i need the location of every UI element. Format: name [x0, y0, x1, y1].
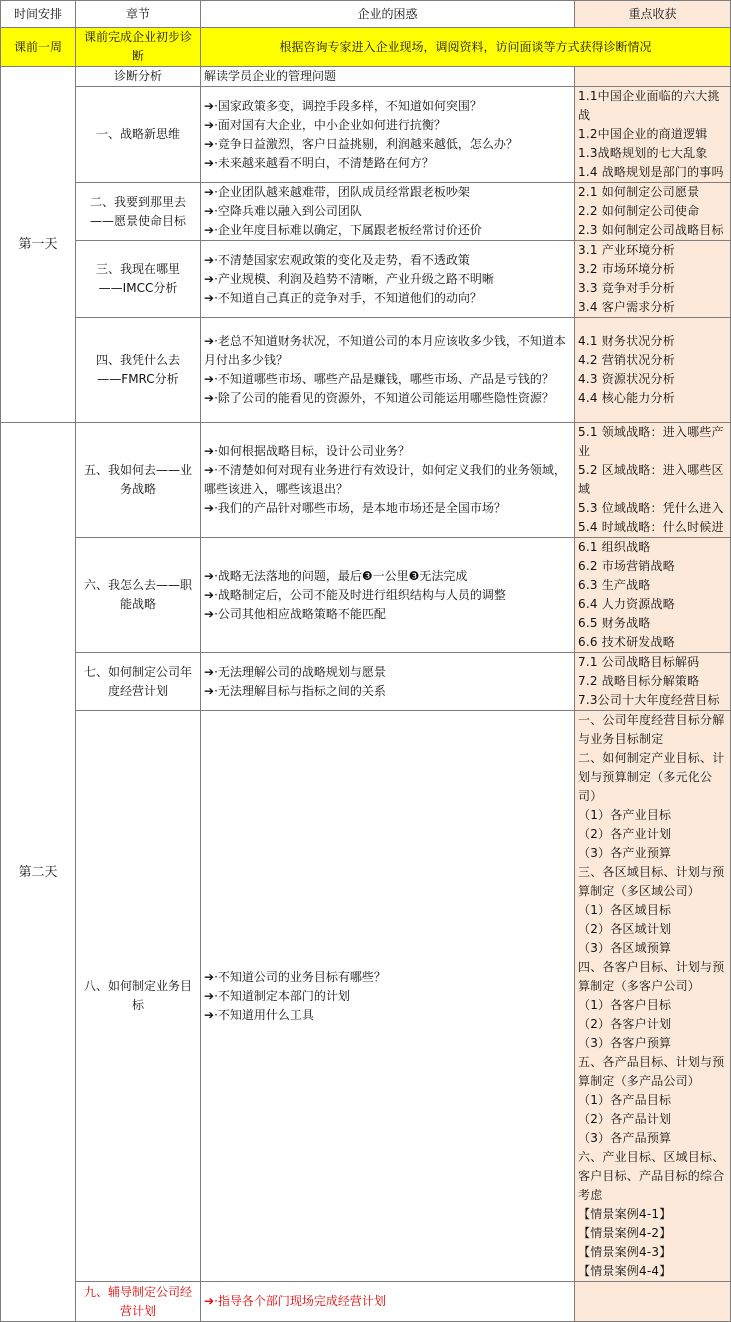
cell-text: 三、我现在哪里: [95, 262, 180, 276]
cell-line: [578, 920, 727, 939]
cell-text: ·不知道自己真正的竞争对手，不知道他们的动向？: [214, 290, 482, 305]
cell-line: [204, 586, 571, 605]
diagnosis-gains-empty: [575, 67, 731, 87]
cell-line: [204, 154, 571, 173]
cell-line: [578, 351, 727, 370]
cell-line: [578, 557, 727, 576]
day1-row-3: [1, 241, 731, 318]
arrow-icon: ➔: [204, 683, 215, 698]
cell-line: [578, 144, 727, 163]
pre-course-chapter: 课前完成企业初步诊断: [76, 28, 201, 67]
chapter-cell: [76, 318, 201, 423]
cell-line: [204, 135, 571, 154]
cell-text: ·战略无法落地的问题，最后❸一公里❸无法完成: [214, 568, 468, 583]
cell-line: [578, 1148, 727, 1205]
cell-text: ·竞争日益激烈，客户日益挑剔，利润越来越低，怎么办？: [214, 136, 518, 151]
cell-line: [578, 901, 727, 920]
cell-text: ——FMRC分析: [97, 372, 179, 386]
cell-line: [578, 863, 727, 901]
cell-line: [79, 193, 197, 212]
cell-line: [578, 538, 727, 557]
cell-line: [578, 576, 727, 595]
gains-cell: [575, 87, 731, 183]
chapter-cell: [76, 87, 201, 183]
chapter-cell: [76, 241, 201, 318]
cell-line: [578, 653, 727, 672]
cell-line: [204, 97, 571, 116]
cell-line: [204, 332, 571, 370]
cell-line: [578, 298, 727, 317]
cell-text: 二、我要到那里去: [89, 194, 186, 209]
day1-label: 第一天: [1, 67, 76, 423]
cell-text: ·无法理解目标与指标之间的关系: [214, 683, 386, 698]
cell-line: [204, 370, 571, 389]
cell-text: 1.4 战略规划是部门的事吗: [578, 165, 724, 179]
chapter-cell: [76, 538, 201, 653]
day1-row-1: [1, 87, 731, 183]
header-gains: 重点收获: [575, 1, 731, 28]
day2-label: 第二天: [1, 423, 76, 1322]
cell-text: 一、公司年度经营目标分解与业务目标制定: [578, 713, 725, 746]
cell-line: [79, 576, 197, 614]
cell-text: ·公司其他相应战略策略不能匹配: [214, 606, 386, 621]
cell-line: [578, 1205, 727, 1224]
cell-line: [204, 183, 571, 202]
cell-line: [578, 423, 727, 461]
cell-text: 3.3 竞争对手分析: [578, 281, 675, 295]
cell-text: （2）各产品计划: [578, 1112, 672, 1126]
cell-text: ·产业规模、利润及趋势不清晰，产业升级之路不明晰: [214, 271, 494, 286]
cell-line: [578, 1243, 727, 1262]
cell-text: 6.2 市场营销战略: [578, 559, 675, 573]
arrow-icon: ➔: [204, 969, 215, 984]
cell-text: 6.1 组织战略: [578, 540, 651, 554]
cell-text: ·如何根据战略目标，设计公司业务？: [214, 444, 410, 458]
cell-text: ·未来越来越看不明白，不清楚路在何方？: [214, 155, 434, 170]
cell-line: [204, 289, 571, 308]
cell-line: [204, 116, 571, 135]
cell-text: 八、如何制定业务目标: [83, 979, 192, 1012]
gains-cell: [575, 318, 731, 423]
cell-line: [578, 163, 727, 182]
issues-cell: [201, 653, 575, 711]
cell-line: [79, 461, 197, 499]
cell-text: 二、如何制定产业目标、计划与预算制定（多元化公司）: [578, 751, 725, 803]
cell-text: 6.6 技术研发战略: [578, 635, 675, 649]
issues-cell: [201, 423, 575, 538]
cell-line: [204, 682, 571, 701]
cell-line: [204, 461, 571, 499]
cell-line: [578, 370, 727, 389]
cell-line: [578, 1262, 727, 1281]
cell-text: 3.4 客户需求分析: [578, 300, 675, 314]
cell-text: 7.1 公司战略目标解码: [578, 655, 700, 669]
cell-text: ·不知道制定本部门的计划: [214, 988, 350, 1003]
cell-text: 1.3战略规划的七大乱象: [578, 146, 708, 160]
day2-row-7: [1, 653, 731, 711]
cell-text: 七、如何制定公司年度经营计划: [83, 664, 192, 698]
cell-text: 6.3 生产战略: [578, 578, 651, 592]
arrow-icon: ➔: [204, 372, 215, 386]
cell-line: [578, 125, 727, 144]
arrow-icon: ➔: [204, 463, 215, 477]
cell-line: [578, 1015, 727, 1034]
day2-row-8: [1, 711, 731, 1282]
cell-text: 1.1中国企业面临的六大挑战: [578, 89, 720, 122]
arrow-icon: ➔: [204, 988, 215, 1003]
arrow-icon: ➔: [204, 391, 215, 405]
cell-line: [204, 221, 571, 240]
cell-text: 7.2 战略目标分解策略: [578, 674, 700, 688]
pre-course-row: [1, 28, 731, 67]
cell-line: [578, 183, 727, 202]
cell-line: [578, 844, 727, 863]
gains-cell: [575, 241, 731, 318]
cell-text: 四、我凭什么去: [95, 353, 180, 367]
arrow-icon: ➔: [204, 444, 215, 458]
cell-text: 5.3 位域战略：凭什么进入: [578, 501, 724, 515]
cell-line: [79, 1283, 197, 1321]
cell-line: [578, 499, 727, 518]
cell-text: ·面对国有大企业，中小企业如何进行抗衡？: [214, 117, 446, 132]
cell-text: 3.2 市场环境分析: [578, 262, 675, 276]
cell-line: [204, 663, 571, 682]
cell-line: [79, 260, 197, 279]
cell-text: 2.3 如何制定公司战略目标: [578, 223, 724, 237]
arrow-icon: ➔: [204, 271, 215, 286]
cell-text: 5.1 领域战略：进入哪些产业: [578, 425, 724, 458]
cell-line: [578, 1224, 727, 1243]
cell-line: [578, 939, 727, 958]
cell-text: 四、各客户目标、计划与预算制定（多客户公司）: [578, 960, 725, 993]
arrow-icon: ➔: [204, 204, 215, 218]
cell-text: 【情景案例4-1】: [578, 1207, 672, 1221]
day1-row-2: [1, 183, 731, 241]
issues-cell: [201, 1282, 575, 1322]
arrow-icon: ➔: [204, 136, 215, 151]
cell-line: [578, 241, 727, 260]
cell-line: [578, 711, 727, 749]
cell-text: 2.2 如何制定公司使命: [578, 204, 700, 218]
day2-row-9: [1, 1282, 731, 1322]
arrow-icon: ➔: [204, 1294, 215, 1308]
cell-line: [578, 1110, 727, 1129]
cell-text: ·企业年度目标难以确定，下属跟老板经常讨价还价: [214, 223, 482, 237]
cell-text: ·不知道公司的业务目标有哪些？: [214, 969, 386, 984]
issues-cell: [201, 87, 575, 183]
arrow-icon: ➔: [204, 334, 215, 348]
cell-line: [204, 1006, 571, 1025]
cell-text: 六、产业目标、区域目标、客户目标、产品目标的综合考虑: [578, 1150, 725, 1202]
cell-text: 2.1 如何制定公司愿景: [578, 185, 700, 199]
cell-text: 六、我怎么去——职能战略: [83, 578, 192, 611]
cell-text: 7.3公司十大年度经营目标: [578, 693, 720, 707]
header-row: [1, 1, 731, 28]
cell-text: ·不知道用什么工具: [214, 1007, 314, 1022]
chapter-cell: [76, 711, 201, 1282]
gains-cell: [575, 1282, 731, 1322]
cell-line: [204, 202, 571, 221]
gains-cell: [575, 183, 731, 241]
cell-text: 6.4 人力资源战略: [578, 597, 675, 611]
diagnosis-chapter: 诊断分析: [76, 67, 201, 87]
cell-text: （1）各产品目标: [578, 1093, 672, 1107]
arrow-icon: ➔: [204, 117, 215, 132]
day1-row-4: [1, 318, 731, 423]
day1-diagnosis-row: [1, 67, 731, 87]
cell-text: 4.4 核心能力分析: [578, 391, 675, 405]
cell-line: [578, 332, 727, 351]
cell-line: [204, 389, 571, 408]
cell-line: [578, 202, 727, 221]
arrow-icon: ➔: [204, 501, 215, 515]
chapter-cell: [76, 423, 201, 538]
gains-cell: [575, 711, 731, 1282]
cell-line: [578, 672, 727, 691]
cell-text: ·空降兵难以融入到公司团队: [214, 204, 362, 218]
cell-line: [578, 389, 727, 408]
issues-cell: [201, 183, 575, 241]
cell-line: [578, 595, 727, 614]
cell-line: [578, 260, 727, 279]
cell-text: （3）各客户预算: [578, 1036, 672, 1050]
cell-line: [578, 614, 727, 633]
cell-line: [79, 212, 197, 231]
day2-row-6: [1, 538, 731, 653]
cell-line: [578, 221, 727, 240]
cell-line: [578, 806, 727, 825]
pre-course-description: 根据咨询专家进入企业现场，调阅资料，访问面谈等方式获得诊断情况: [201, 28, 731, 67]
cell-text: （2）各产业计划: [578, 827, 672, 841]
chapter-cell: [76, 183, 201, 241]
cell-text: ·战略制定后，公司不能及时进行组织结构与人员的调整: [214, 587, 506, 602]
arrow-icon: ➔: [204, 1007, 215, 1022]
cell-text: 【情景案例4-3】: [578, 1245, 672, 1259]
cell-text: 4.2 营销状况分析: [578, 353, 675, 367]
cell-line: [204, 499, 571, 518]
cell-line: [79, 351, 197, 370]
cell-text: 1.2中国企业的商道逻辑: [578, 127, 708, 141]
cell-text: （1）各区域目标: [578, 903, 672, 917]
gains-cell: [575, 423, 731, 538]
cell-text: ·不清楚国家宏观政策的变化及走势，看不透政策: [214, 252, 470, 267]
chapter-cell: [76, 653, 201, 711]
arrow-icon: ➔: [204, 185, 215, 199]
cell-text: 九、辅导制定公司经营计划: [83, 1284, 192, 1318]
cell-text: 5.2 区域战略：进入哪些区域: [578, 463, 724, 496]
cell-line: [204, 442, 571, 461]
pre-course-time: 课前一周: [1, 28, 76, 67]
issues-cell: [201, 241, 575, 318]
chapter-cell: [76, 1282, 201, 1322]
cell-text: （2）各客户计划: [578, 1017, 672, 1031]
cell-line: [79, 279, 197, 298]
header-time: 时间安排: [1, 1, 76, 28]
cell-line: [204, 567, 571, 586]
cell-text: 三、各区域目标、计划与预算制定（多区域公司）: [578, 865, 725, 898]
cell-text: ·不知道哪些市场、哪些产品是赚钱，哪些市场、产品是亏钱的？: [214, 372, 554, 386]
cell-line: [578, 1129, 727, 1148]
cell-text: ——愿景使命目标: [89, 213, 186, 228]
cell-line: [204, 270, 571, 289]
cell-line: [578, 518, 727, 537]
cell-text: （1）各产业目标: [578, 808, 672, 822]
cell-line: [578, 825, 727, 844]
cell-text: 4.1 财务状况分析: [578, 334, 675, 348]
cell-line: [578, 279, 727, 298]
cell-line: [578, 1091, 727, 1110]
cell-text: ·指导各个部门现场完成经营计划: [214, 1294, 386, 1308]
header-chapter: 章节: [76, 1, 201, 28]
cell-line: [578, 461, 727, 499]
cell-line: [204, 1292, 571, 1311]
arrow-icon: ➔: [204, 155, 215, 170]
cell-line: [79, 125, 197, 144]
issues-cell: [201, 318, 575, 423]
cell-text: ——IMCC分析: [98, 281, 178, 295]
cell-text: ·老总不知道财务状况，不知道公司的本月应该收多少钱，不知道本月付出多少钱？: [204, 334, 566, 367]
cell-text: （3）各产品预算: [578, 1131, 672, 1145]
arrow-icon: ➔: [204, 587, 215, 602]
cell-text: 4.3 资源状况分析: [578, 372, 675, 386]
cell-text: 【情景案例4-2】: [578, 1226, 672, 1240]
issues-cell: [201, 538, 575, 653]
cell-line: [578, 958, 727, 996]
arrow-icon: ➔: [204, 606, 215, 621]
arrow-icon: ➔: [204, 252, 215, 267]
gains-cell: [575, 653, 731, 711]
cell-text: 五、各产品目标、计划与预算制定（多产品公司）: [578, 1055, 725, 1088]
cell-line: [578, 1034, 727, 1053]
cell-line: [578, 749, 727, 806]
cell-text: ·不清楚如何对现有业务进行有效设计，如何定义我们的业务领域，哪些该进入，哪些该退出？: [204, 463, 566, 496]
arrow-icon: ➔: [204, 98, 215, 113]
cell-text: 一、战略新思维: [95, 127, 180, 141]
arrow-icon: ➔: [204, 223, 215, 237]
cell-text: （1）各客户目标: [578, 998, 672, 1012]
gains-cell: [575, 538, 731, 653]
arrow-icon: ➔: [204, 664, 215, 679]
cell-line: [79, 370, 197, 389]
cell-line: [79, 977, 197, 1015]
cell-line: [79, 663, 197, 701]
diagnosis-content: 解读学员企业的管理问题: [201, 67, 575, 87]
cell-line: [578, 633, 727, 652]
cell-line: [204, 605, 571, 624]
cell-text: ·除了公司的能看见的资源外，不知道公司能运用哪些隐性资源？: [214, 391, 554, 405]
day2-row-5: [1, 423, 731, 538]
cell-text: ·我们的产品针对哪些市场，是本地市场还是全国市场？: [214, 501, 506, 515]
cell-line: [578, 1053, 727, 1091]
cell-text: 6.5 财务战略: [578, 616, 651, 630]
cell-text: （3）各产业预算: [578, 846, 672, 860]
cell-line: [204, 968, 571, 987]
cell-text: ·国家政策多变，调控手段多样，不知道如何突围？: [214, 98, 482, 113]
cell-line: [578, 691, 727, 710]
arrow-icon: ➔: [204, 568, 215, 583]
cell-text: （2）各区域计划: [578, 922, 672, 936]
cell-line: [578, 996, 727, 1015]
cell-text: 【情景案例4-4】: [578, 1264, 672, 1278]
cell-text: ·无法理解公司的战略规划与愿景: [214, 664, 386, 679]
cell-line: [204, 251, 571, 270]
cell-text: （3）各区域预算: [578, 941, 672, 955]
cell-text: 3.1 产业环境分析: [578, 243, 675, 257]
header-confusion: 企业的困惑: [201, 1, 575, 28]
cell-text: 5.4 时域战略：什么时候进: [578, 520, 724, 534]
cell-text: ·企业团队越来越难带，团队成员经常跟老板吵架: [214, 185, 470, 199]
cell-line: [578, 87, 727, 125]
cell-line: [204, 987, 571, 1006]
cell-text: 五、我如何去——业务战略: [83, 463, 192, 496]
issues-cell: [201, 711, 575, 1282]
arrow-icon: ➔: [204, 290, 215, 305]
